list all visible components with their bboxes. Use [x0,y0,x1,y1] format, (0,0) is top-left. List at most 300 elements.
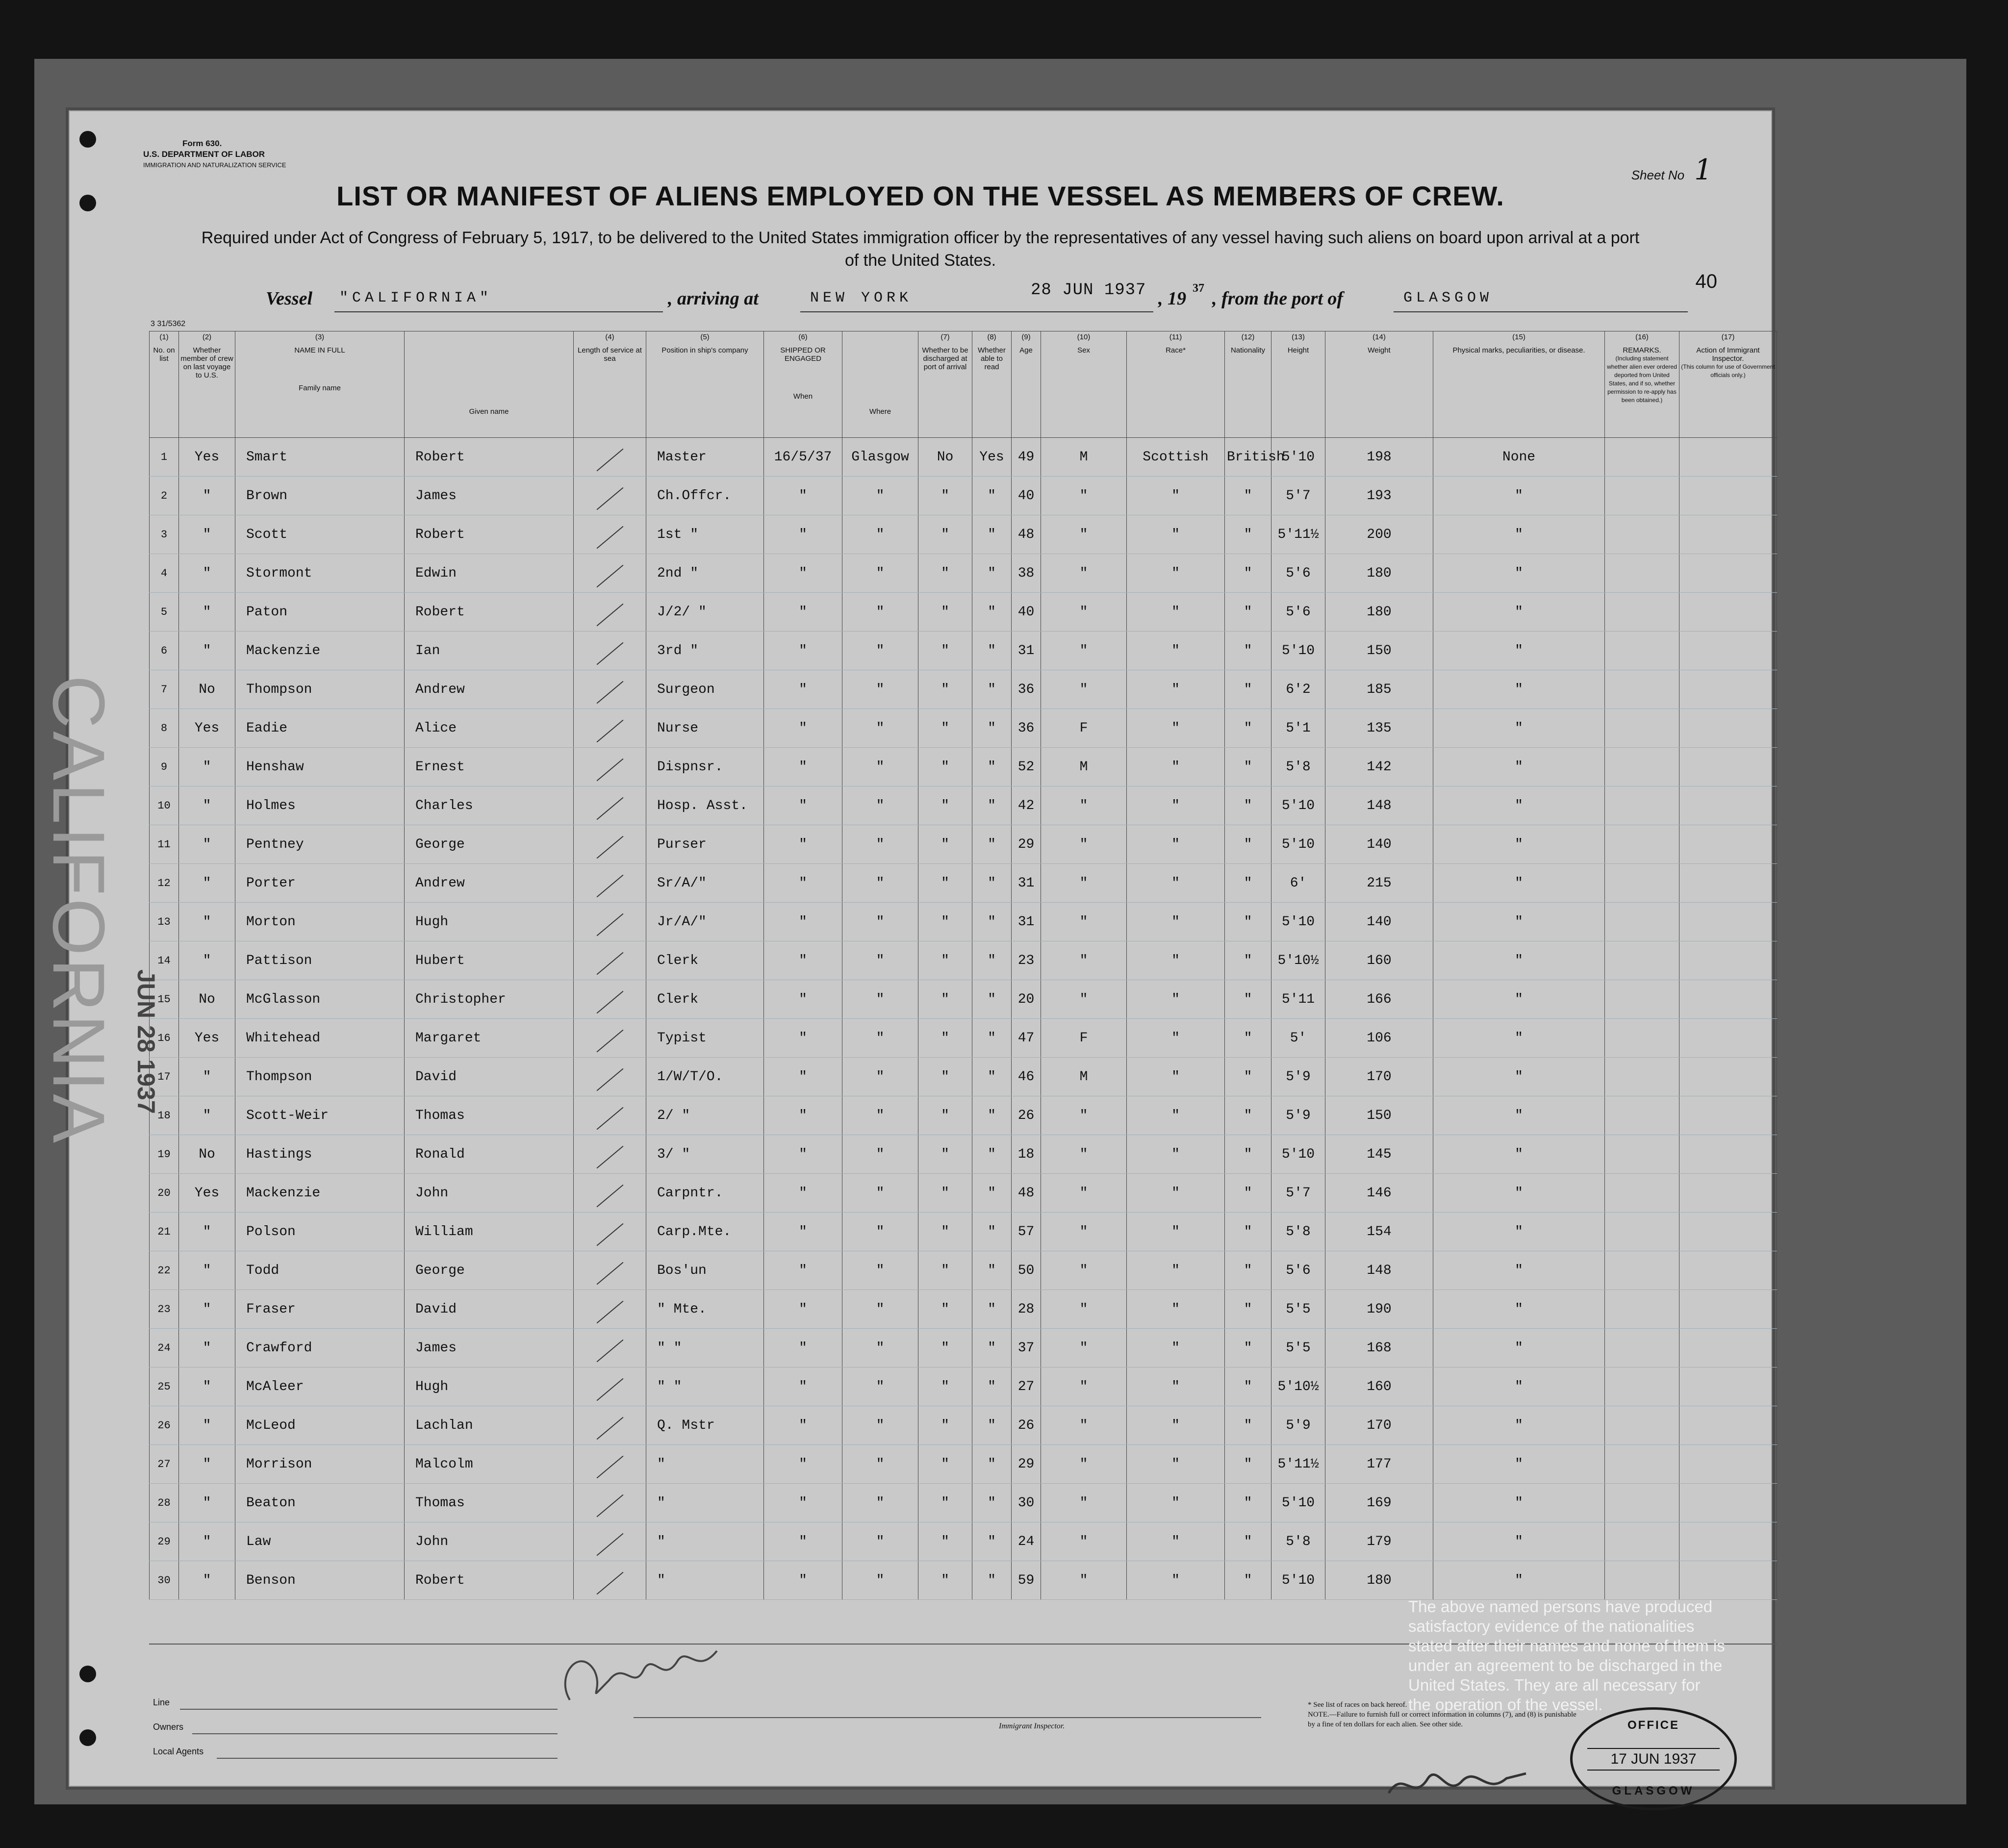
cell-height: 5'5 [1271,1290,1325,1329]
column-header [1012,331,1041,438]
cell-race: " [1127,1329,1225,1367]
cell-when: " [764,477,842,515]
inspector-label: Immigrant Inspector. [999,1722,1065,1730]
cell-last: " [179,1367,235,1406]
cell-marks: " [1433,864,1605,903]
cell-when: " [764,1290,842,1329]
year-suffix: 37 [1193,282,1204,295]
cell-read: " [972,709,1012,748]
tick-mark [596,990,623,1013]
cell-disch: " [918,1174,972,1213]
cell-height: 5'9 [1271,1058,1325,1096]
cell-sex: " [1041,670,1127,709]
cell-service [574,1019,646,1058]
cell-race: " [1127,515,1225,554]
agents-underline [217,1758,558,1759]
cell-age: 23 [1012,941,1041,980]
cell-family: McGlasson [235,980,405,1019]
port-underline [1394,311,1688,312]
table-row [150,515,1777,554]
cell-family: Scott [235,515,405,554]
cell-family: McLeod [235,1406,405,1445]
cell-nat: " [1225,1174,1271,1213]
cell-position: " " [646,1367,764,1406]
cell-family: Henshaw [235,748,405,786]
table-row [150,554,1777,593]
cell-read: " [972,864,1012,903]
cell-disch: " [918,786,972,825]
cell-family: Whitehead [235,1019,405,1058]
cell-nat: " [1225,1329,1271,1367]
cell-position: " [646,1561,764,1600]
cell-race: " [1127,1367,1225,1406]
cell-read: " [972,632,1012,670]
cell-when: " [764,864,842,903]
column-label: Action of Immigrant Inspector. [1696,346,1760,363]
cell-no: 7 [150,670,179,709]
cell-family: Mackenzie [235,1174,405,1213]
cell-nat: " [1225,515,1271,554]
column-header [1605,331,1679,438]
cell-age: 40 [1012,477,1041,515]
cell-weight: 169 [1325,1484,1433,1522]
cell-family: Eadie [235,709,405,748]
cell-when: " [764,1213,842,1251]
cell-given: Ernest [405,748,574,786]
table-row [150,980,1777,1019]
cell-when: " [764,1367,842,1406]
cell-when: " [764,825,842,864]
cell-no: 4 [150,554,179,593]
cell-family: Fraser [235,1290,405,1329]
cell-given: Robert [405,593,574,632]
cell-height: 5'10 [1271,903,1325,941]
cell-height: 5'8 [1271,1213,1325,1251]
cell-where: " [842,1213,918,1251]
cell-last: Yes [179,438,235,477]
column-header [1679,331,1777,438]
tick-mark [596,913,623,936]
cell-disch: No [918,438,972,477]
table-row [150,477,1777,515]
cell-last: " [179,825,235,864]
cell-height: 5'7 [1271,477,1325,515]
cell-marks: " [1433,515,1605,554]
cell-position: 1st " [646,515,764,554]
cell-disch: " [918,1213,972,1251]
cell-where: " [842,864,918,903]
cell-given: Alice [405,709,574,748]
column-label: Physical marks, peculiarities, or disease. [1452,346,1585,354]
cell-action [1679,554,1777,593]
cell-sex: " [1041,1251,1127,1290]
cell-last: No [179,1135,235,1174]
cell-marks: " [1433,1135,1605,1174]
cell-age: 31 [1012,864,1041,903]
cell-where: " [842,1445,918,1484]
cell-disch: " [918,632,972,670]
cell-race: " [1127,709,1225,748]
cell-nat: " [1225,632,1271,670]
tick-mark [596,952,623,975]
cell-height: 5'10½ [1271,941,1325,980]
cell-marks: " [1433,1522,1605,1561]
cell-service [574,1367,646,1406]
cell-service [574,1406,646,1445]
cell-disch: " [918,1367,972,1406]
cell-given: Robert [405,1561,574,1600]
cell-nat: " [1225,1406,1271,1445]
cell-family: Thompson [235,670,405,709]
cell-where: " [842,941,918,980]
cell-nat: " [1225,1251,1271,1290]
cell-given: Ian [405,632,574,670]
cell-position: Master [646,438,764,477]
cell-family: Smart [235,438,405,477]
cell-family: Law [235,1522,405,1561]
cell-marks: None [1433,438,1605,477]
cell-remarks [1605,1174,1679,1213]
cell-height: 5'8 [1271,748,1325,786]
column-number: (13) [1292,333,1305,341]
cell-service [574,477,646,515]
cell-where: " [842,980,918,1019]
cell-marks: " [1433,670,1605,709]
cell-last: " [179,1096,235,1135]
cell-age: 37 [1012,1329,1041,1367]
table-row [150,1445,1777,1484]
cell-action [1679,438,1777,477]
cell-marks: " [1433,554,1605,593]
cell-sex: " [1041,1406,1127,1445]
cell-service [574,864,646,903]
cell-no: 27 [150,1445,179,1484]
cell-action [1679,1251,1777,1290]
cell-when: " [764,786,842,825]
cell-age: 48 [1012,515,1041,554]
table-row [150,1484,1777,1522]
cell-read: " [972,554,1012,593]
cell-position: Q. Mstr [646,1406,764,1445]
cell-nat: " [1225,1484,1271,1522]
cell-service [574,1445,646,1484]
cell-marks: " [1433,1174,1605,1213]
cell-where: " [842,903,918,941]
owners-label: Owners [153,1722,184,1732]
cell-sex: " [1041,1135,1127,1174]
column-label: Whether member of crew on last voyage to U.S. [180,346,233,380]
cell-action [1679,748,1777,786]
cell-action [1679,864,1777,903]
cell-sex: " [1041,1561,1127,1600]
cell-position: Carpntr. [646,1174,764,1213]
stamp-date: 17 JUN 1937 [1587,1748,1720,1771]
cell-read: " [972,1445,1012,1484]
table-row [150,1561,1777,1600]
cell-where: " [842,593,918,632]
cell-remarks [1605,1213,1679,1251]
cell-remarks [1605,632,1679,670]
cell-last: " [179,1445,235,1484]
cell-family: McAleer [235,1367,405,1406]
cell-race: " [1127,941,1225,980]
cell-age: 42 [1012,786,1041,825]
cell-when: " [764,593,842,632]
cell-when: " [764,554,842,593]
cell-nat: " [1225,554,1271,593]
cell-when: " [764,1445,842,1484]
cell-race: Scottish [1127,438,1225,477]
cell-where: " [842,477,918,515]
cell-weight: 170 [1325,1058,1433,1096]
column-sublabel: Family name [299,384,341,392]
tick-mark [596,1223,623,1246]
cell-weight: 148 [1325,786,1433,825]
column-note: (Including statement whether alien ever ordered deported from United States, and if so, whether permission to re-apply has been obtained.) [1607,355,1677,404]
cell-disch: " [918,748,972,786]
inspector-underline [634,1717,1261,1718]
cell-when: " [764,748,842,786]
cell-service [574,1251,646,1290]
sheet-label: Sheet No [1631,168,1685,182]
column-number: (1) [159,333,169,341]
column-header [1041,331,1127,438]
cell-marks: " [1433,1445,1605,1484]
cell-service [574,1058,646,1096]
tick-mark [596,1417,623,1440]
cell-nat: " [1225,1290,1271,1329]
side-stamp-vessel: CALIFORNIA [38,675,120,1146]
cell-race: " [1127,554,1225,593]
cell-when: " [764,980,842,1019]
cell-height: 5'10 [1271,1561,1325,1600]
cell-disch: " [918,1290,972,1329]
cell-service [574,1096,646,1135]
cell-read: " [972,786,1012,825]
cell-no: 24 [150,1329,179,1367]
cell-age: 30 [1012,1484,1041,1522]
cell-no: 29 [150,1522,179,1561]
tick-mark [596,874,623,897]
cell-race: " [1127,477,1225,515]
cell-read: " [972,1019,1012,1058]
cell-remarks [1605,1290,1679,1329]
cell-where: " [842,1174,918,1213]
cell-remarks [1605,1329,1679,1367]
cell-action [1679,1058,1777,1096]
cell-height: 5'10 [1271,438,1325,477]
cell-race: " [1127,670,1225,709]
cell-position: 1/W/T/O. [646,1058,764,1096]
cell-disch: " [918,1058,972,1096]
line-label: Line [153,1697,170,1707]
cell-read: " [972,1174,1012,1213]
crew-table [149,331,1777,1600]
column-header [646,331,764,438]
table-body [150,438,1777,1600]
cell-remarks [1605,477,1679,515]
cell-service [574,1135,646,1174]
cell-age: 40 [1012,593,1041,632]
cell-last: " [179,1329,235,1367]
cell-disch: " [918,709,972,748]
table-row [150,864,1777,903]
cell-nat: " [1225,1135,1271,1174]
cell-race: " [1127,1213,1225,1251]
cell-no: 2 [150,477,179,515]
cell-action [1679,709,1777,748]
cell-position: Surgeon [646,670,764,709]
cell-marks: " [1433,477,1605,515]
cell-nat: " [1225,670,1271,709]
cell-sex: " [1041,632,1127,670]
cell-age: 18 [1012,1135,1041,1174]
binder-hole [79,131,96,148]
cell-action [1679,1406,1777,1445]
cell-height: 5'10 [1271,632,1325,670]
cell-where: " [842,554,918,593]
cell-sex: M [1041,1058,1127,1096]
column-label: Sex [1077,346,1090,354]
cell-remarks [1605,1251,1679,1290]
cell-where: " [842,1135,918,1174]
tick-mark [596,1339,623,1362]
cell-age: 52 [1012,748,1041,786]
cell-read: " [972,903,1012,941]
cell-sex: " [1041,1096,1127,1135]
cell-height: 6' [1271,864,1325,903]
cell-height: 5'10 [1271,1135,1325,1174]
cell-no: 8 [150,709,179,748]
cell-where: " [842,1484,918,1522]
cell-height: 5'11½ [1271,515,1325,554]
officer-signature [1384,1759,1531,1808]
cell-marks: " [1433,903,1605,941]
cell-weight: 168 [1325,1329,1433,1367]
cell-position: Sr/A/" [646,864,764,903]
service: IMMIGRATION AND NATURALIZATION SERVICE [143,161,286,169]
cell-marks: " [1433,1251,1605,1290]
cell-service [574,632,646,670]
cell-nat: " [1225,1058,1271,1096]
cell-nat: " [1225,1445,1271,1484]
table-row [150,748,1777,786]
cell-height: 5'11½ [1271,1445,1325,1484]
cell-age: 49 [1012,438,1041,477]
cell-given: John [405,1522,574,1561]
cell-family: Morton [235,903,405,941]
cell-given: Margaret [405,1019,574,1058]
column-header [764,331,842,438]
cell-family: Holmes [235,786,405,825]
cell-sex: " [1041,941,1127,980]
table-row [150,1406,1777,1445]
table-row [150,941,1777,980]
cell-where: " [842,1522,918,1561]
cell-when: " [764,1174,842,1213]
sheet-value: 1 [1694,153,1712,186]
owners-underline [192,1733,558,1734]
cell-weight: 177 [1325,1445,1433,1484]
cell-position: " [646,1484,764,1522]
cell-remarks [1605,1522,1679,1561]
tick-mark [596,681,623,704]
cell-last: Yes [179,709,235,748]
column-label: Whether able to read [978,346,1006,371]
cell-position: " [646,1522,764,1561]
cell-remarks [1605,1367,1679,1406]
cell-remarks [1605,515,1679,554]
cell-weight: 160 [1325,1367,1433,1406]
column-header [1325,331,1433,438]
cell-service [574,593,646,632]
cell-sex: " [1041,1290,1127,1329]
tick-mark [596,1533,623,1556]
cell-position: Jr/A/" [646,903,764,941]
cell-weight: 160 [1325,941,1433,980]
tick-mark [596,642,623,665]
cell-weight: 140 [1325,825,1433,864]
cell-action [1679,786,1777,825]
cell-when: " [764,1329,842,1367]
cell-height: 5' [1271,1019,1325,1058]
cell-family: Benson [235,1561,405,1600]
cell-read: " [972,1406,1012,1445]
cell-read: " [972,477,1012,515]
cell-remarks [1605,941,1679,980]
tick-mark [596,487,623,510]
cell-race: " [1127,1096,1225,1135]
cell-given: William [405,1213,574,1251]
vessel-name: "CALIFORNIA" [339,290,493,306]
cell-height: 5'5 [1271,1329,1325,1367]
cell-no: 19 [150,1135,179,1174]
column-sublabel: Where [869,407,891,416]
cell-read: " [972,1213,1012,1251]
cell-remarks [1605,1561,1679,1600]
tick-mark [596,1571,623,1595]
cell-sex: " [1041,1445,1127,1484]
column-number: (3) [315,333,325,341]
cell-marks: " [1433,1484,1605,1522]
cell-no: 20 [150,1174,179,1213]
cell-disch: " [918,1251,972,1290]
cell-position: Carp.Mte. [646,1213,764,1251]
cell-read: " [972,670,1012,709]
cell-read: " [972,1251,1012,1290]
cell-when: " [764,709,842,748]
cell-height: 5'6 [1271,554,1325,593]
cell-position: Bos'un [646,1251,764,1290]
cell-where: " [842,1406,918,1445]
column-label: Weight [1368,346,1391,354]
cell-sex: F [1041,709,1127,748]
cell-action [1679,593,1777,632]
cell-age: 26 [1012,1096,1041,1135]
cell-weight: 193 [1325,477,1433,515]
cell-weight: 185 [1325,670,1433,709]
table-row [150,1290,1777,1329]
cell-marks: " [1433,593,1605,632]
cell-sex: " [1041,864,1127,903]
cell-service [574,980,646,1019]
tick-mark [596,1145,623,1168]
cell-action [1679,632,1777,670]
cell-weight: 215 [1325,864,1433,903]
cell-remarks [1605,1135,1679,1174]
cell-family: Paton [235,593,405,632]
cell-given: George [405,825,574,864]
